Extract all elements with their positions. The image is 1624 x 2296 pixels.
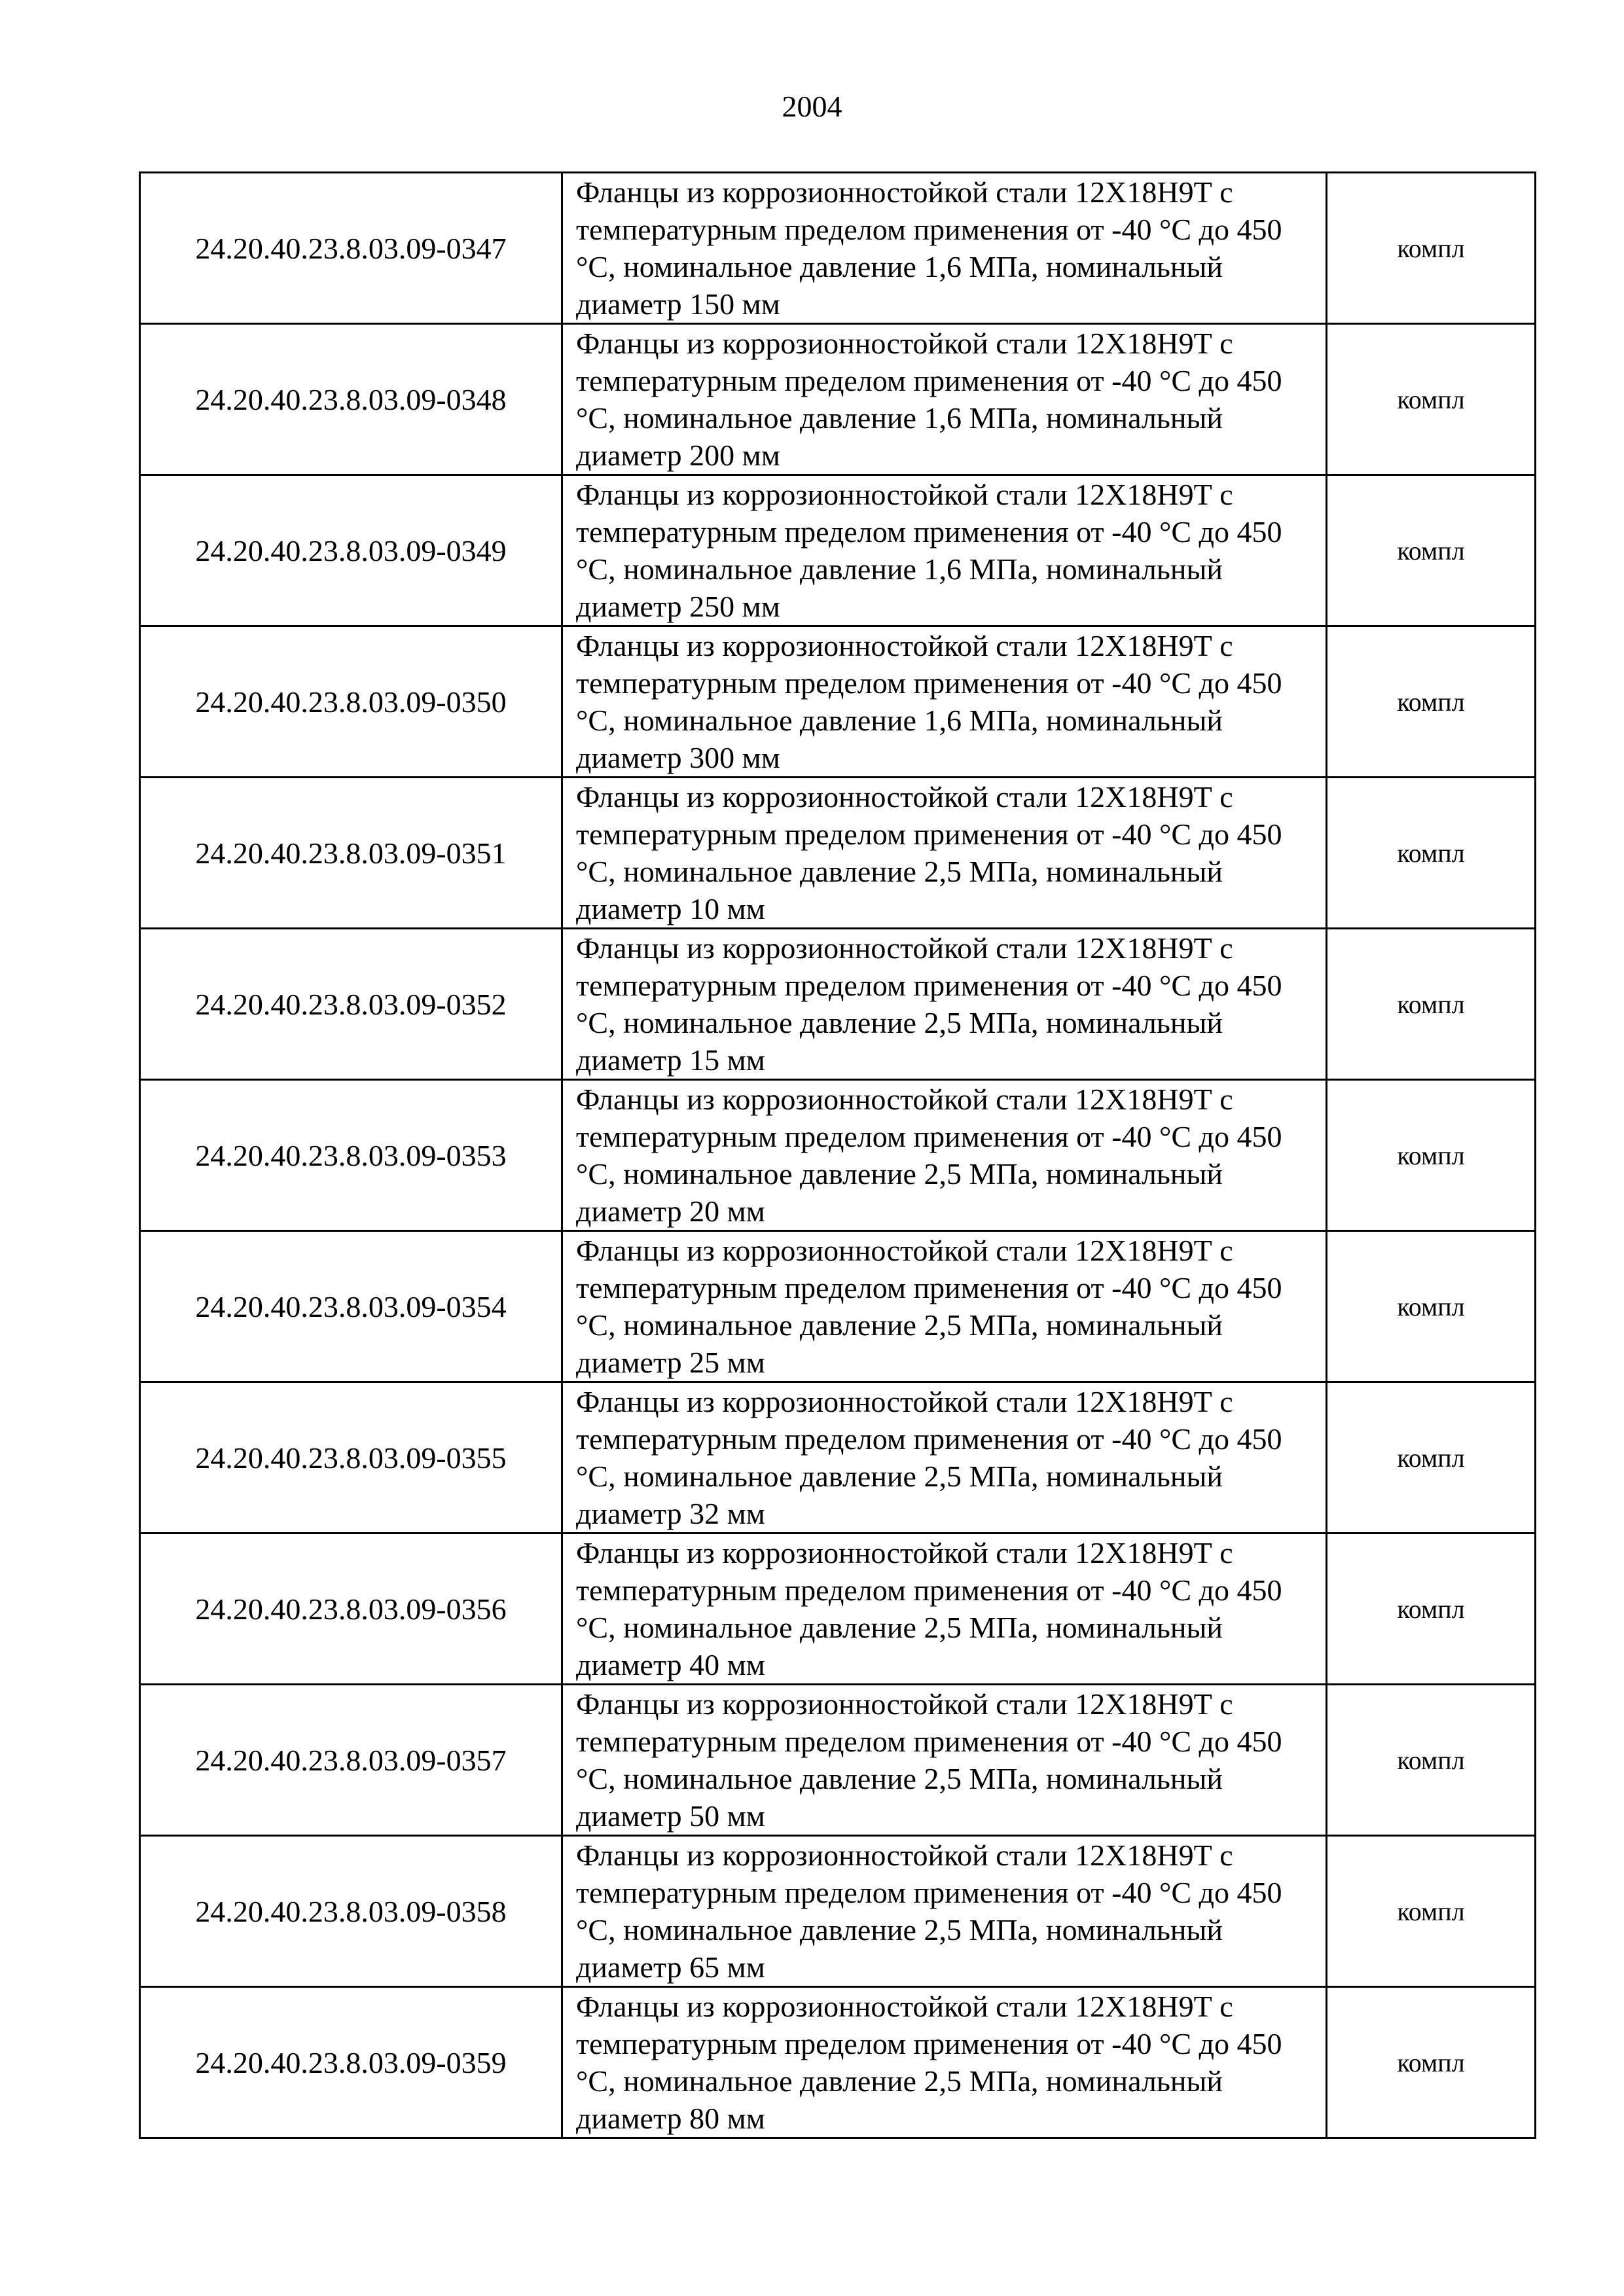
item-code: 24.20.40.23.8.03.09-0347 [140,173,562,324]
item-unit: компл [1327,1231,1536,1382]
item-unit: компл [1327,173,1536,324]
item-unit: компл [1327,1685,1536,1836]
table-row [140,1382,1536,1534]
table-row [140,475,1536,626]
item-description: Фланцы из коррозионностойкой стали 12Х18Н9Т с температурным пределом применения от -40 °С до 450 °С, номинальное давление 2,5 МПа, номинальный диаметр 40 мм [562,1534,1327,1685]
table-row [140,1534,1536,1685]
item-unit: компл [1327,324,1536,475]
item-code: 24.20.40.23.8.03.09-0353 [140,1080,562,1231]
table-row [140,1080,1536,1231]
table-row [140,1685,1536,1836]
item-code: 24.20.40.23.8.03.09-0357 [140,1685,562,1836]
item-unit: компл [1327,1534,1536,1685]
item-unit: компл [1327,626,1536,778]
item-description: Фланцы из коррозионностойкой стали 12Х18Н9Т с температурным пределом применения от -40 °С до 450 °С, номинальное давление 2,5 МПа, номинальный диаметр 10 мм [562,778,1327,929]
item-description: Фланцы из коррозионностойкой стали 12Х18Н9Т с температурным пределом применения от -40 °С до 450 °С, номинальное давление 2,5 МПа, номинальный диаметр 65 мм [562,1836,1327,1987]
item-unit: компл [1327,475,1536,626]
item-code: 24.20.40.23.8.03.09-0350 [140,626,562,778]
item-code: 24.20.40.23.8.03.09-0358 [140,1836,562,1987]
item-code: 24.20.40.23.8.03.09-0354 [140,1231,562,1382]
table-row [140,1836,1536,1987]
item-code: 24.20.40.23.8.03.09-0348 [140,324,562,475]
item-code: 24.20.40.23.8.03.09-0352 [140,929,562,1080]
item-code: 24.20.40.23.8.03.09-0351 [140,778,562,929]
table-row [140,324,1536,475]
item-description: Фланцы из коррозионностойкой стали 12Х18Н9Т с температурным пределом применения от -40 °С до 450 °С, номинальное давление 1,6 МПа, номинальный диаметр 300 мм [562,626,1327,778]
item-code: 24.20.40.23.8.03.09-0359 [140,1987,562,2138]
item-unit: компл [1327,1080,1536,1231]
item-description: Фланцы из коррозионностойкой стали 12Х18Н9Т с температурным пределом применения от -40 °С до 450 °С, номинальное давление 1,6 МПа, номинальный диаметр 250 мм [562,475,1327,626]
item-description: Фланцы из коррозионностойкой стали 12Х18Н9Т с температурным пределом применения от -40 °С до 450 °С, номинальное давление 2,5 МПа, номинальный диаметр 50 мм [562,1685,1327,1836]
item-description: Фланцы из коррозионностойкой стали 12Х18Н9Т с температурным пределом применения от -40 °С до 450 °С, номинальное давление 1,6 МПа, номинальный диаметр 200 мм [562,324,1327,475]
item-code: 24.20.40.23.8.03.09-0349 [140,475,562,626]
table-row [140,173,1536,324]
item-description: Фланцы из коррозионностойкой стали 12Х18Н9Т с температурным пределом применения от -40 °С до 450 °С, номинальное давление 2,5 МПа, номинальный диаметр 15 мм [562,929,1327,1080]
item-unit: компл [1327,1382,1536,1534]
item-description: Фланцы из коррозионностойкой стали 12Х18Н9Т с температурным пределом применения от -40 °С до 450 °С, номинальное давление 2,5 МПа, номинальный диаметр 20 мм [562,1080,1327,1231]
table-row [140,1987,1536,2138]
page-number: 2004 [782,90,842,123]
item-code: 24.20.40.23.8.03.09-0355 [140,1382,562,1534]
item-description: Фланцы из коррозионностойкой стали 12Х18Н9Т с температурным пределом применения от -40 °С до 450 °С, номинальное давление 2,5 МПа, номинальный диаметр 80 мм [562,1987,1327,2138]
item-unit: компл [1327,929,1536,1080]
table-row [140,1231,1536,1382]
table-row [140,778,1536,929]
item-unit: компл [1327,1836,1536,1987]
table-row [140,626,1536,778]
item-unit: компл [1327,1987,1536,2138]
table-row [140,929,1536,1080]
item-description: Фланцы из коррозионностойкой стали 12Х18Н9Т с температурным пределом применения от -40 °С до 450 °С, номинальное давление 1,6 МПа, номинальный диаметр 150 мм [562,173,1327,324]
item-description: Фланцы из коррозионностойкой стали 12Х18Н9Т с температурным пределом применения от -40 °С до 450 °С, номинальное давление 2,5 МПа, номинальный диаметр 32 мм [562,1382,1327,1534]
item-code: 24.20.40.23.8.03.09-0356 [140,1534,562,1685]
item-unit: компл [1327,778,1536,929]
item-description: Фланцы из коррозионностойкой стали 12Х18Н9Т с температурным пределом применения от -40 °С до 450 °С, номинальное давление 2,5 МПа, номинальный диаметр 25 мм [562,1231,1327,1382]
catalog-table [139,171,1536,2139]
